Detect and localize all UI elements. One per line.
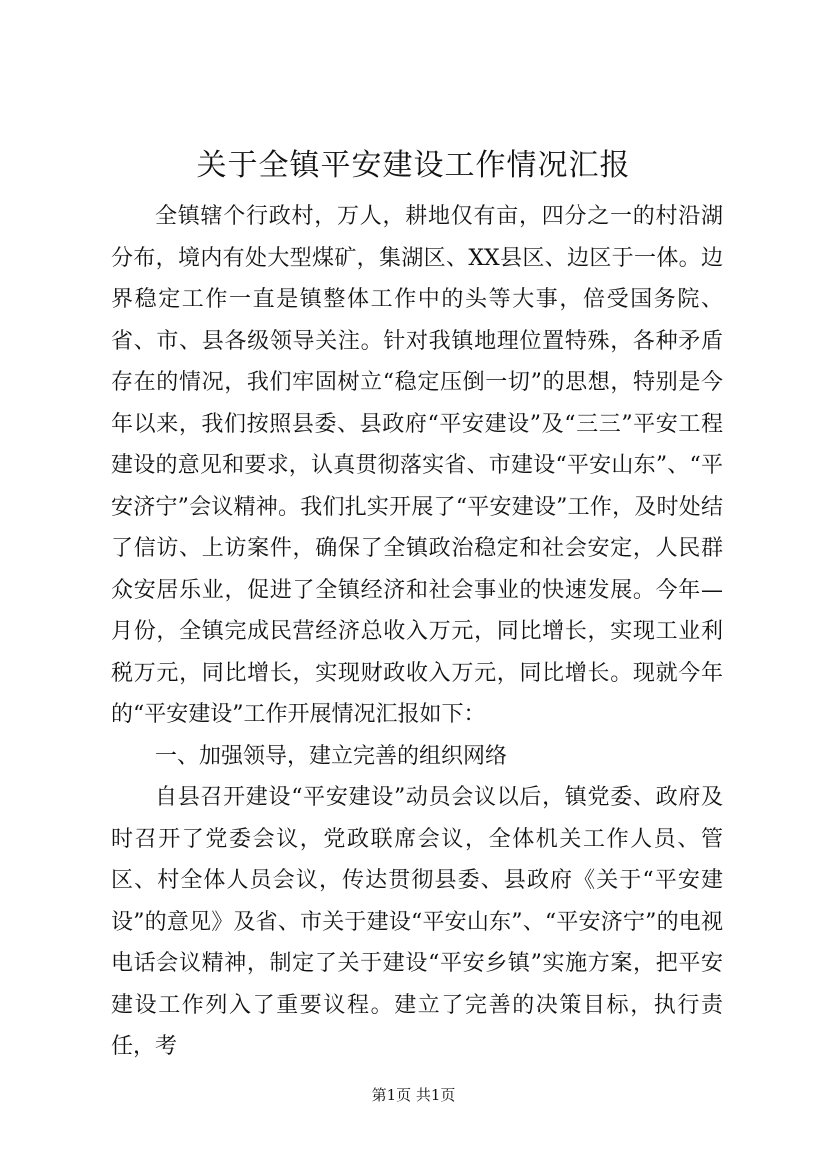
document-body [111, 196, 723, 1068]
intro-paragraph: 全镇辖个行政村，万人，耕地仅有亩，四分之一的村沿湖分布，境内有处大型煤矿，集湖区、XX县区、边区于一体。边界稳定工作一直是镇整体工作中的头等大事，倍受国务院、省、市、县各级领导关注。针对我镇地理位置特殊，各种矛盾存在的情况，我们牢固树立“稳定压倒一切”的思想，特别是今年以来，我们按照县委、县政府“平安建设”及“三三”平安工程建设的意见和要求，认真贯彻落实省、市建设“平安山东”、“平安济宁”会议精神。我们扎实开展了“平安建设”工作，及时处结了信访、上访案件，确保了全镇政治稳定和社会安定，人民群众安居乐业，促进了全镇经济和社会事业的快速发展。今年—月份，全镇完成民营经济总收入万元，同比增长，实现工业利税万元，同比增长，实现财政收入万元，同比增长。现就今年的“平安建设”工作开展情况汇报如下： [111, 204, 723, 727]
section-paragraph: 自县召开建设“平安建设”动员会议以后，镇党委、政府及时召开了党委会议，党政联席会议，全体机关工作人员、管区、村全体人员会议，传达贯彻县委、县政府《关于“平安建设”的意见》及省、市关于建设“平安山东”、“平安济宁”的电视电话会议精神，制定了关于建设“平安乡镇”实施方案，把平安建设工作列入了重要议程。建立了完善的决策目标，执行责任，考 [111, 785, 723, 1059]
section-heading: 一、加强领导，建立完善的组织网络 [155, 743, 508, 769]
page-number: 第1页 共1页 [371, 1086, 456, 1104]
document-title: 关于全镇平安建设工作情况汇报 [196, 148, 631, 183]
